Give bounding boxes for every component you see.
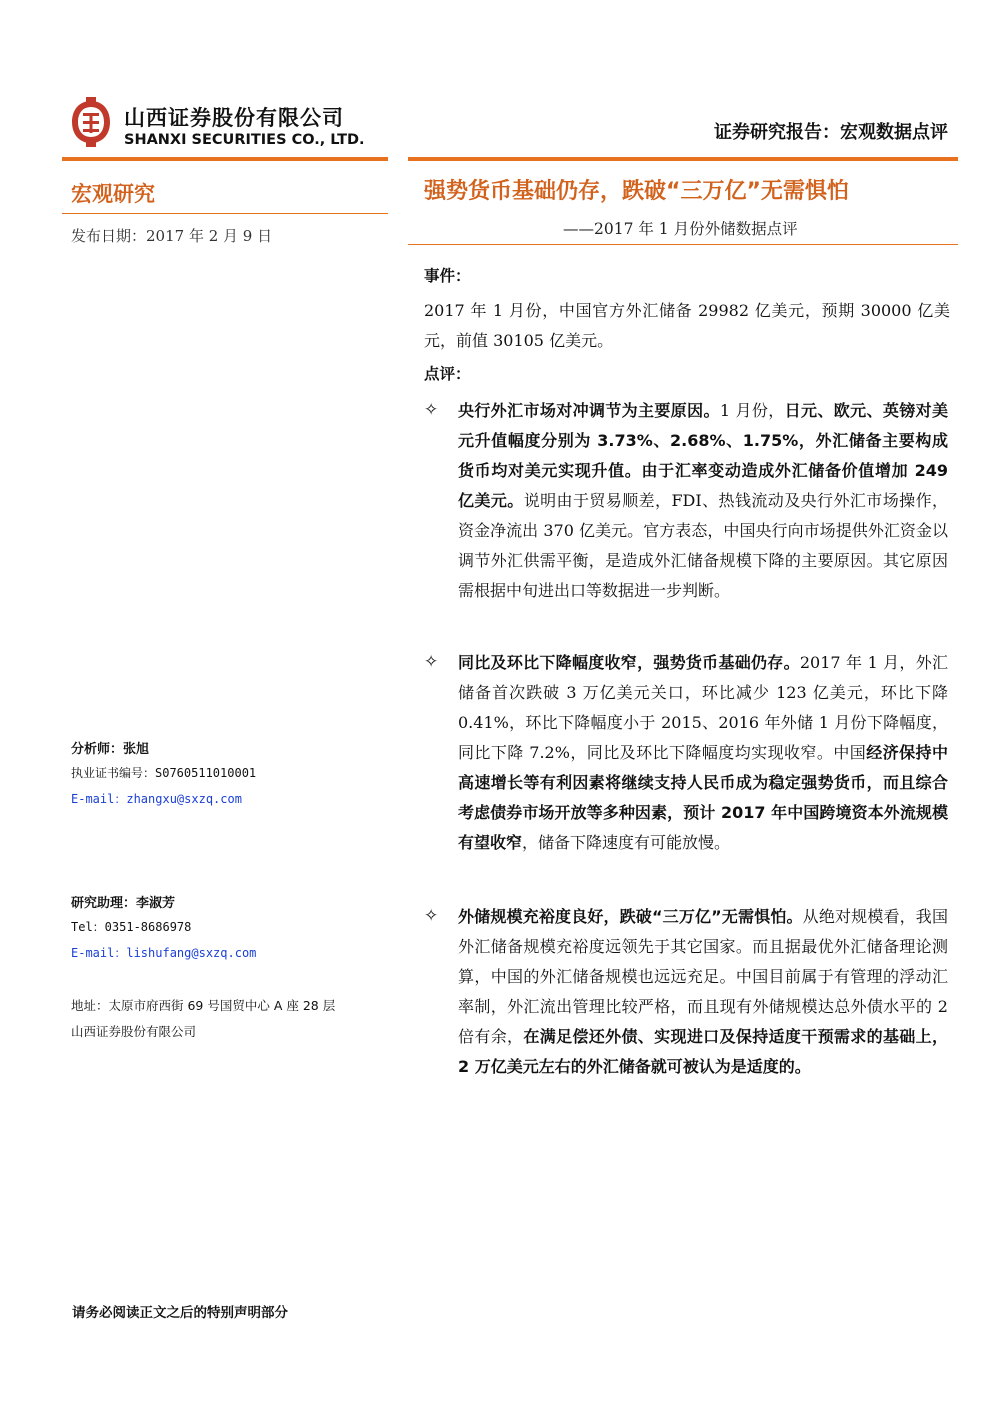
paragraph-segment: 央行外汇市场对冲调节为主要原因。 [458, 401, 720, 420]
bullet-diamond-icon: ✧ [424, 400, 439, 420]
paragraph-segment: 同比及环比下降幅度收窄，强势货币基础仍存。 [458, 653, 800, 672]
section-divider [62, 213, 388, 214]
title-divider [408, 244, 958, 245]
comment-paragraph [458, 902, 948, 1082]
company-name: 山西证券股份有限公司 [71, 1024, 197, 1039]
paragraph-segment: 说明由于贸易顺差，FDI、热钱流动及央行外汇市场操作，资金净流出 370 亿美元。官方表态，中国央行向市场提供外汇资金以调节外汇供需平衡，是造成外汇储备规模下降的主要原因。其它原因需根据中旬进出口等数据进一步判断。 [458, 491, 948, 600]
section-tag: 宏观研究 [71, 182, 155, 206]
paragraph-segment: 2017 年 1 月，外汇储备首次跌破 3 万亿美元关口，环比减少 123 亿美元，环比下降 0.41%，环比下降幅度小于 2015、2016 年外储 1 月份下降幅度，同比下降 7.2%，同比及环比下降幅度均实现收窄。中国 [458, 653, 948, 762]
publish-date: 发布日期：2017 年 2 月 9 日 [71, 227, 273, 245]
shanxi-securities-logo-icon [70, 97, 112, 147]
assistant-email-link[interactable]: E-mail：lishufang@sxzq.com [71, 946, 257, 960]
paragraph-segment: ，储备下降速度有可能放慢。 [522, 833, 731, 852]
company-name-cn: 山西证券股份有限公司 [124, 106, 344, 130]
comment-paragraph [458, 648, 948, 858]
paragraph-segment: 在满足偿还外债、实现进口及保持适度干预需求的基础上， 2 万亿美元左右的外汇储备就可被认为是适度的。 [458, 1027, 948, 1076]
company-address: 地址：太原市府西街 69 号国贸中心 A 座 28 层 [71, 998, 336, 1013]
paragraph-segment: 经济保持中高速增长等有利因素将继续支持人民币成为稳定强势货币，而且综合考虑债券市场开放等多种因素，预计 2017 年中国跨境资本外流规模有望收窄 [458, 743, 948, 852]
event-label: 事件： [424, 267, 471, 285]
company-name-en: SHANXI SECURITIES CO., LTD. [124, 132, 365, 148]
paragraph-segment: 从绝对规模看，我国外汇储备规模充裕度远领先于其它国家。而且据最优外汇储备理论测算，中国的外汇储备规模也远远充足。中国目前属于有管理的浮动汇率制，外汇流出管理比较严格，而且现有外储规模达总外债水平的 2 倍有余， [458, 907, 948, 1046]
right-header-rule [408, 157, 958, 161]
report-headline: 强势货币基础仍存，跌破“三万亿”无需惧怕 [424, 179, 849, 204]
assistant-name: 研究助理：李淑芳 [71, 896, 176, 911]
assistant-tel: Tel：0351-8686978 [71, 920, 192, 934]
disclaimer-note: 请务必阅读正文之后的特别声明部分 [72, 1305, 288, 1321]
comment-label: 点评： [424, 365, 471, 383]
bullet-diamond-icon: ✧ [424, 652, 439, 672]
bullet-diamond-icon: ✧ [424, 906, 439, 926]
event-text: 2017 年 1 月份，中国官方外汇储备 29982 亿美元，预期 30000 亿美元，前值 30105 亿美元。 [424, 301, 950, 350]
paragraph-segment: 外储规模充裕度良好，跌破“三万亿”无需惧怕。 [458, 907, 803, 926]
left-header-rule [62, 157, 388, 161]
comment-paragraph [458, 396, 948, 606]
analyst-license: 执业证书编号：S0760511010001 [71, 766, 257, 780]
report-type: 证券研究报告：宏观数据点评 [714, 122, 948, 143]
report-subheadline: ——2017 年 1 月份外储数据点评 [563, 220, 798, 238]
analyst-name: 分析师：张旭 [71, 742, 150, 757]
analyst-email-link[interactable]: E-mail：zhangxu@sxzq.com [71, 792, 242, 806]
paragraph-segment: 日元、欧元、英镑对美元升值幅度分别为 3.73%、2.68%、1.75%，外汇储备主要构成货币均对美元实现升值。由于汇率变动造成外汇储备价值增加 249 亿美元。 [458, 401, 948, 510]
paragraph-segment: 1 月份， [719, 401, 785, 420]
